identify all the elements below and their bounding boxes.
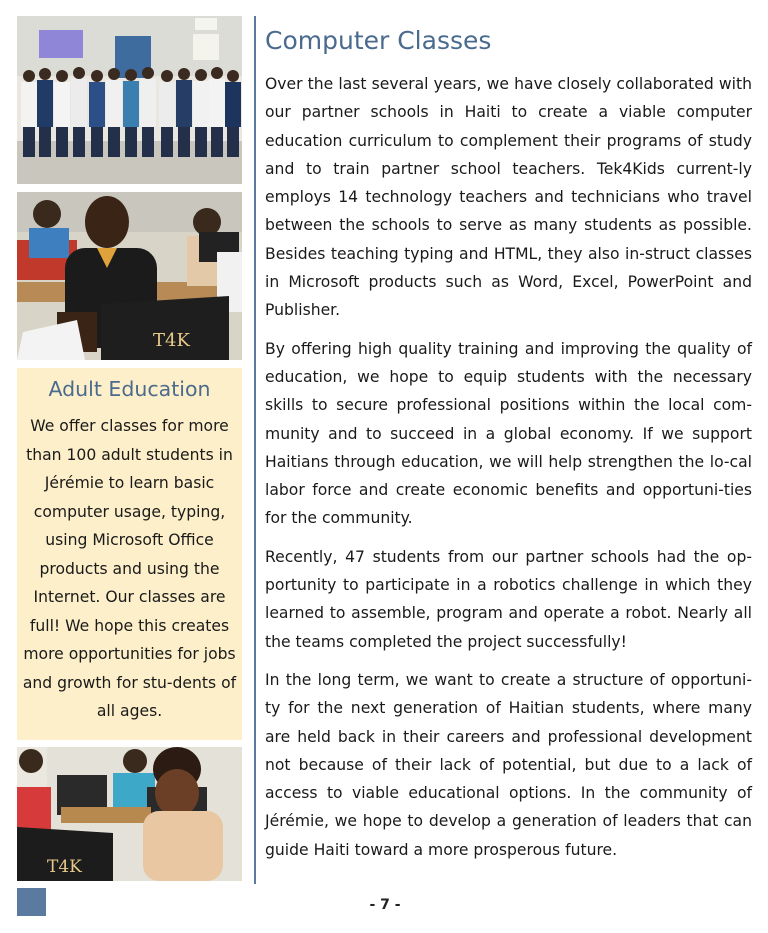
paragraph: Over the last several years, we have closely collaborated with our partner schools in Haiti to create a viable computer education curriculum to complement their programs of study and to train partner school teachers. Tek4Kids current-ly employs 14 technology teachers and technicians who travel between the schools to serve as many students as possible. Besides teaching typing and HTML, they also in-struct classes in Microsoft products such as Word, Excel, PowerPoint and Publisher. — [265, 75, 752, 320]
paragraph: By offering high quality training and improving the quality of education, we hope to equip students with the necessary skills to secure professional positions within the local com-munity and to succeed in a global economy. If we support Haitians through education, we will help strengthen the lo-cal labor force and create economic benefits and opportuni-ties for the community. — [265, 339, 752, 528]
page-number: - 7 - — [369, 897, 401, 913]
paragraph: In the long term, we want to create a structure of opportuni-ty for the next generation of Haitian students, where many are held back in their careers and professional development not because of their lack of potential, but due to a lack of access to viable educational options. In the community of Jérémie, we hope to develop a generation of leaders that can guide Haiti toward a more prosperous future. — [265, 670, 752, 859]
sidebar-title: Adult Education — [48, 377, 211, 401]
paragraph: Recently, 47 students from our partner schools had the op-portunity to participate in a robotics challenge in which they learned to assemble, program and operate a robot. Nearly all the teams completed the project successfully! — [265, 547, 752, 651]
sidebar-text: We offer classes for more than 100 adult students in Jérémie to learn basic computer usage, typing, using Microsoft Office products and using the Internet. Our classes are full! We hope this creates more opportunities for jobs and growth for stu-dents of all ages. — [22, 417, 237, 720]
page-title: Computer Classes — [265, 26, 492, 55]
t4k-logo: T4K — [47, 857, 82, 877]
column-divider — [254, 16, 256, 884]
student-laptop-photo — [17, 747, 242, 881]
adult-education-box — [17, 368, 242, 740]
teacher-laptop-photo — [17, 192, 242, 360]
group-photo — [17, 16, 242, 184]
corner-decoration — [17, 888, 46, 916]
main-column — [265, 24, 752, 864]
t4k-logo: T4K — [153, 330, 190, 351]
